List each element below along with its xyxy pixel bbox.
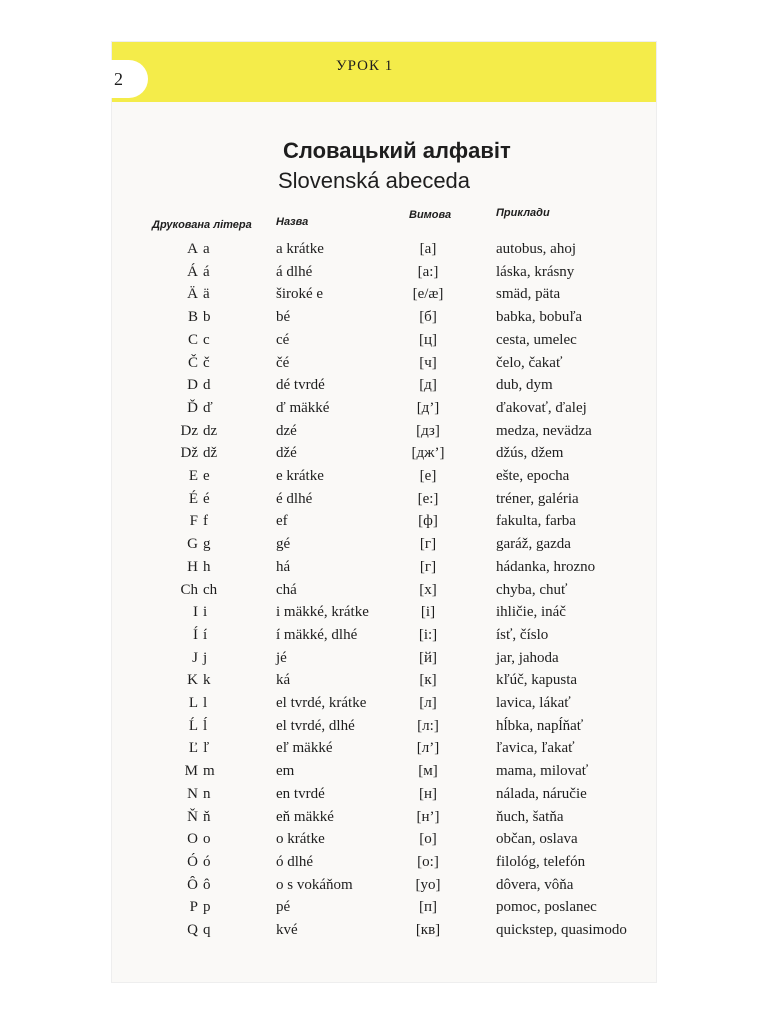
cell-lower: ĺ [203, 717, 208, 734]
cell-examples: chyba, chuť [496, 581, 568, 598]
cell-pron: [г] [419, 536, 437, 553]
cell-upper: G [187, 536, 198, 553]
cell-lower: j [203, 649, 208, 666]
cell-upper: H [187, 558, 198, 575]
cell-pron: [м] [418, 763, 438, 780]
cell-lower: e [203, 468, 210, 484]
cell-lower: k [203, 672, 211, 689]
cell-upper: F [189, 513, 198, 530]
cell-lower: q [203, 922, 211, 938]
cell-examples: ísť, číslo [496, 626, 549, 643]
cell-lower: ľ [203, 740, 210, 757]
cell-upper: Ô [187, 876, 198, 893]
cell-upper: E [188, 468, 198, 484]
cell-examples: ihličie, ináč [496, 604, 566, 621]
lesson-label: УРОК 1 [336, 58, 394, 74]
cell-lower: b [203, 309, 211, 326]
cell-name: o krátke [276, 831, 325, 848]
cell-lower: dž [203, 445, 218, 462]
cell-name: eň mäkké [276, 808, 334, 825]
cell-pron: [ф] [418, 513, 438, 530]
cell-examples: láska, krásny [496, 263, 575, 280]
cell-pron: [o:] [417, 853, 439, 870]
cell-examples: autobus, ahoj [496, 241, 576, 257]
cell-pron: [н’] [416, 808, 440, 825]
cell-upper: Ď [187, 399, 198, 416]
cell-upper: L [188, 695, 198, 711]
cell-name: eľ mäkké [276, 740, 333, 757]
cell-lower: h [203, 558, 211, 575]
cell-examples: garáž, gazda [496, 536, 571, 553]
cell-pron: [п] [418, 899, 438, 916]
cell-name: čé [276, 354, 290, 371]
cell-pron: [i] [420, 604, 436, 621]
cell-examples: džús, džem [496, 445, 564, 462]
cell-upper: K [187, 672, 198, 689]
cell-lower: o [203, 831, 211, 848]
cell-name: dé tvrdé [276, 377, 325, 394]
cell-examples: fakulta, farba [496, 513, 576, 530]
cell-upper: N [187, 785, 198, 802]
cell-lower: é [203, 490, 210, 507]
cell-pron: [н] [418, 785, 438, 802]
cell-pron: [д] [419, 377, 437, 394]
cell-pron: [б] [419, 309, 437, 326]
cell-lower: ó [203, 853, 211, 870]
cell-pron: [й] [418, 649, 438, 666]
cell-upper: Dž [180, 445, 198, 462]
cell-name: jé [276, 649, 287, 666]
cell-lower: í [203, 626, 208, 643]
cell-pron: [л’] [416, 740, 440, 757]
cell-name: ká [276, 672, 291, 689]
cell-pron: [г] [419, 558, 437, 575]
cell-name: é dlhé [276, 490, 313, 507]
cell-examples: jar, jahoda [496, 649, 559, 666]
cell-pron: [i:] [418, 626, 438, 643]
cell-name: široké e [276, 286, 324, 303]
cell-name: pé [276, 899, 291, 916]
cell-examples: pomoc, poslanec [496, 899, 597, 916]
cell-examples: filológ, telefón [496, 853, 586, 870]
cell-upper: J [192, 649, 198, 666]
cell-upper: Dz [180, 422, 198, 439]
cell-pron: [дж’] [411, 445, 445, 462]
cell-examples: občan, oslava [496, 831, 578, 848]
cell-pron: [a] [419, 241, 437, 257]
cell-name: em [276, 763, 295, 780]
cell-pron: [a:] [417, 263, 439, 280]
cell-examples: nálada, náručie [496, 785, 587, 802]
cell-upper: I [193, 604, 198, 621]
cell-examples: ešte, epocha [496, 468, 570, 484]
cell-upper: C [187, 331, 198, 348]
cell-lower: l [203, 695, 208, 711]
cell-name: á dlhé [276, 263, 313, 280]
cell-examples: babka, bobuľa [496, 309, 583, 326]
cell-name: ef [276, 513, 288, 530]
cell-lower: d [203, 377, 211, 394]
cell-examples: kľúč, kapusta [496, 672, 578, 689]
column-header-name: Назва [276, 216, 309, 228]
cell-upper: Ä [187, 286, 198, 303]
cell-examples: cesta, umelec [496, 331, 577, 348]
cell-upper: Ľ [188, 740, 198, 757]
cell-upper: Č [187, 354, 198, 371]
cell-name: el tvrdé, dlhé [276, 717, 355, 734]
cell-pron: [ч] [419, 354, 437, 371]
cell-name: ó dlhé [276, 853, 314, 870]
cell-examples: lavica, lákať [496, 695, 571, 711]
cell-examples: hĺbka, napĺňať [496, 717, 584, 734]
cell-name: gé [276, 536, 291, 553]
cell-lower: ď [203, 399, 213, 416]
cell-pron: [e:] [417, 490, 439, 507]
cell-lower: ä [203, 286, 210, 303]
column-header-pronunciation: Вимова [409, 209, 452, 221]
cell-name: el tvrdé, krátke [276, 695, 367, 711]
cell-upper: Í [193, 626, 198, 643]
cell-pron: [e] [419, 468, 437, 484]
cell-pron: [x] [419, 581, 437, 598]
cell-examples: quickstep, quasimodo [496, 922, 627, 938]
cell-upper: Ň [187, 808, 198, 825]
cell-lower: g [203, 536, 211, 553]
cell-lower: c [203, 331, 210, 348]
cell-examples: medza, nevädza [496, 422, 592, 439]
cell-pron: [л:] [417, 717, 439, 734]
cell-pron: [д’] [416, 399, 440, 416]
cell-name: í mäkké, dlhé [276, 626, 358, 643]
column-header-examples: Приклади [496, 207, 550, 219]
cell-lower: ch [203, 581, 218, 598]
cell-upper: É [188, 490, 198, 507]
cell-examples: mama, milovať [496, 763, 589, 780]
cell-lower: ô [203, 876, 211, 893]
cell-upper: P [189, 899, 198, 916]
cell-lower: i [203, 604, 208, 621]
cell-name: dzé [276, 422, 297, 439]
cell-upper: M [184, 763, 198, 780]
cell-pron: [л] [419, 695, 437, 711]
cell-lower: m [203, 763, 215, 780]
cell-upper: Á [187, 263, 198, 280]
cell-lower: á [203, 263, 210, 280]
cell-name: o s vokáňom [276, 876, 353, 893]
cell-name: chá [276, 581, 297, 598]
cell-name: há [276, 558, 291, 575]
cell-upper: B [187, 309, 198, 326]
cell-lower: dz [203, 422, 218, 439]
cell-upper: D [187, 377, 198, 394]
cell-name: džé [276, 445, 297, 462]
title-ukrainian: Словацький алфавіт [283, 138, 511, 163]
cell-examples: hádanka, hrozno [496, 558, 596, 575]
cell-examples: dub, dym [496, 377, 553, 394]
cell-name: bé [276, 309, 291, 326]
title-slovak: Slovenská abeceda [278, 168, 471, 193]
cell-name: i mäkké, krátke [276, 604, 369, 621]
cell-lower: p [203, 899, 211, 916]
page-number-tab [88, 60, 148, 98]
cell-lower: n [203, 785, 211, 802]
page-number: 2 [114, 69, 123, 89]
cell-upper: Q [187, 922, 198, 938]
cell-examples: ňuch, šatňa [496, 808, 564, 825]
cell-examples: ľavica, ľakať [496, 740, 575, 757]
cell-lower: f [203, 513, 208, 530]
cell-pron: [o] [419, 831, 437, 848]
cell-examples: ďakovať, ďalej [496, 399, 587, 416]
cell-lower: a [203, 241, 210, 257]
cell-upper: Ó [187, 853, 198, 870]
cell-lower: ň [203, 808, 211, 825]
cell-lower: č [203, 354, 210, 371]
cell-name: en tvrdé [276, 785, 325, 802]
cell-upper: A [187, 241, 198, 257]
cell-examples: dôvera, vôňa [496, 876, 574, 893]
cell-pron: [yo] [415, 876, 441, 893]
cell-name: e krátke [276, 468, 324, 484]
cell-pron: [кв] [415, 922, 441, 938]
cell-name: cé [276, 331, 290, 348]
cell-upper: Ch [180, 581, 198, 598]
cell-pron: [ц] [418, 331, 438, 348]
column-header-letter: Друкована літера [152, 219, 252, 231]
cell-examples: čelo, čakať [496, 354, 563, 371]
cell-name: kvé [276, 922, 298, 938]
cell-name: a krátke [276, 241, 324, 257]
cell-pron: [e/æ] [412, 286, 444, 303]
cell-examples: tréner, galéria [496, 490, 579, 507]
cell-pron: [к] [419, 672, 437, 689]
cell-upper: Ĺ [188, 717, 198, 734]
cell-examples: smäd, päta [496, 286, 561, 303]
cell-upper: O [187, 831, 198, 848]
cell-pron: [дз] [416, 422, 440, 439]
cell-name: ď mäkké [276, 399, 330, 416]
